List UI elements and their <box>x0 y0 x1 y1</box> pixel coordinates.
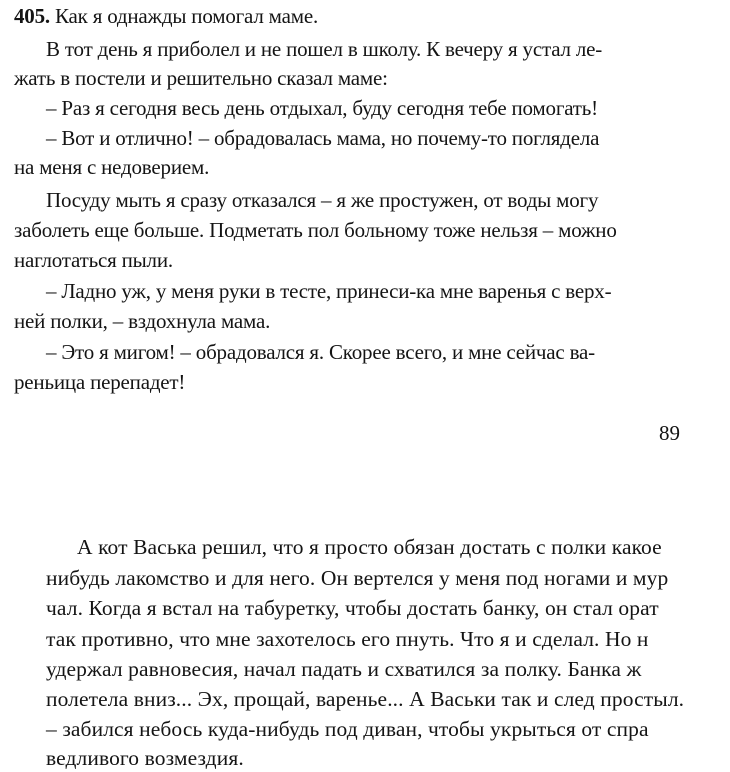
text-line: так противно, что мне захотелось его пнуть. Что я и сделал. Но н <box>46 627 649 651</box>
text-line: В тот день я приболел и не пошел в школу. К вечеру я устал ле- <box>46 37 603 61</box>
exercise-title: Как я однажды помогал маме. <box>49 4 319 28</box>
text-line: Посуду мыть я сразу отказался – я же простужен, от воды могу <box>46 188 599 212</box>
text-line: – Вот и отлично! – обрадовалась мама, но почему-то поглядела <box>46 126 600 150</box>
text-line: жать в постели и решительно сказал маме: <box>14 66 388 90</box>
text-line: наглотаться пыли. <box>14 248 173 272</box>
text-line: чал. Когда я встал на табуретку, чтобы достать банку, он стал орат <box>46 596 659 620</box>
text-line: удержал равновесия, начал падать и схватился за полку. Банка ж <box>46 657 642 681</box>
text-line: ней полки, – вздохнула мама. <box>14 309 271 333</box>
text-line: – Ладно уж, у меня руки в тесте, принеси-ка мне варенья с верх- <box>46 279 612 303</box>
page-number: 89 <box>659 421 680 445</box>
exercise-number: 405. <box>14 4 50 28</box>
text-line: полетела вниз... Эх, прощай, варенье... А Васьки так и след простыл. <box>46 687 685 711</box>
text-line: А кот Васька решил, что я просто обязан достать с полки какое <box>77 535 662 559</box>
text-line: заболеть еще больше. Подметать пол больному тоже нельзя – можно <box>14 218 617 242</box>
text-line: – забился небось куда-нибудь под диван, чтобы укрыться от спра <box>46 717 649 741</box>
text-line: реньица перепадет! <box>14 370 186 394</box>
text-line: на меня с недоверием. <box>14 155 210 179</box>
text-line: – Это я мигом! – обрадовался я. Скорее всего, и мне сейчас ва- <box>46 340 595 364</box>
text-line: ведливого возмездия. <box>46 746 244 770</box>
text-line: нибудь лакомство и для него. Он вертелся у меня под ногами и мур <box>46 566 669 590</box>
exercise-heading <box>14 4 318 28</box>
text-line: – Раз я сегодня весь день отдыхал, буду сегодня тебе помогать! <box>46 96 598 120</box>
